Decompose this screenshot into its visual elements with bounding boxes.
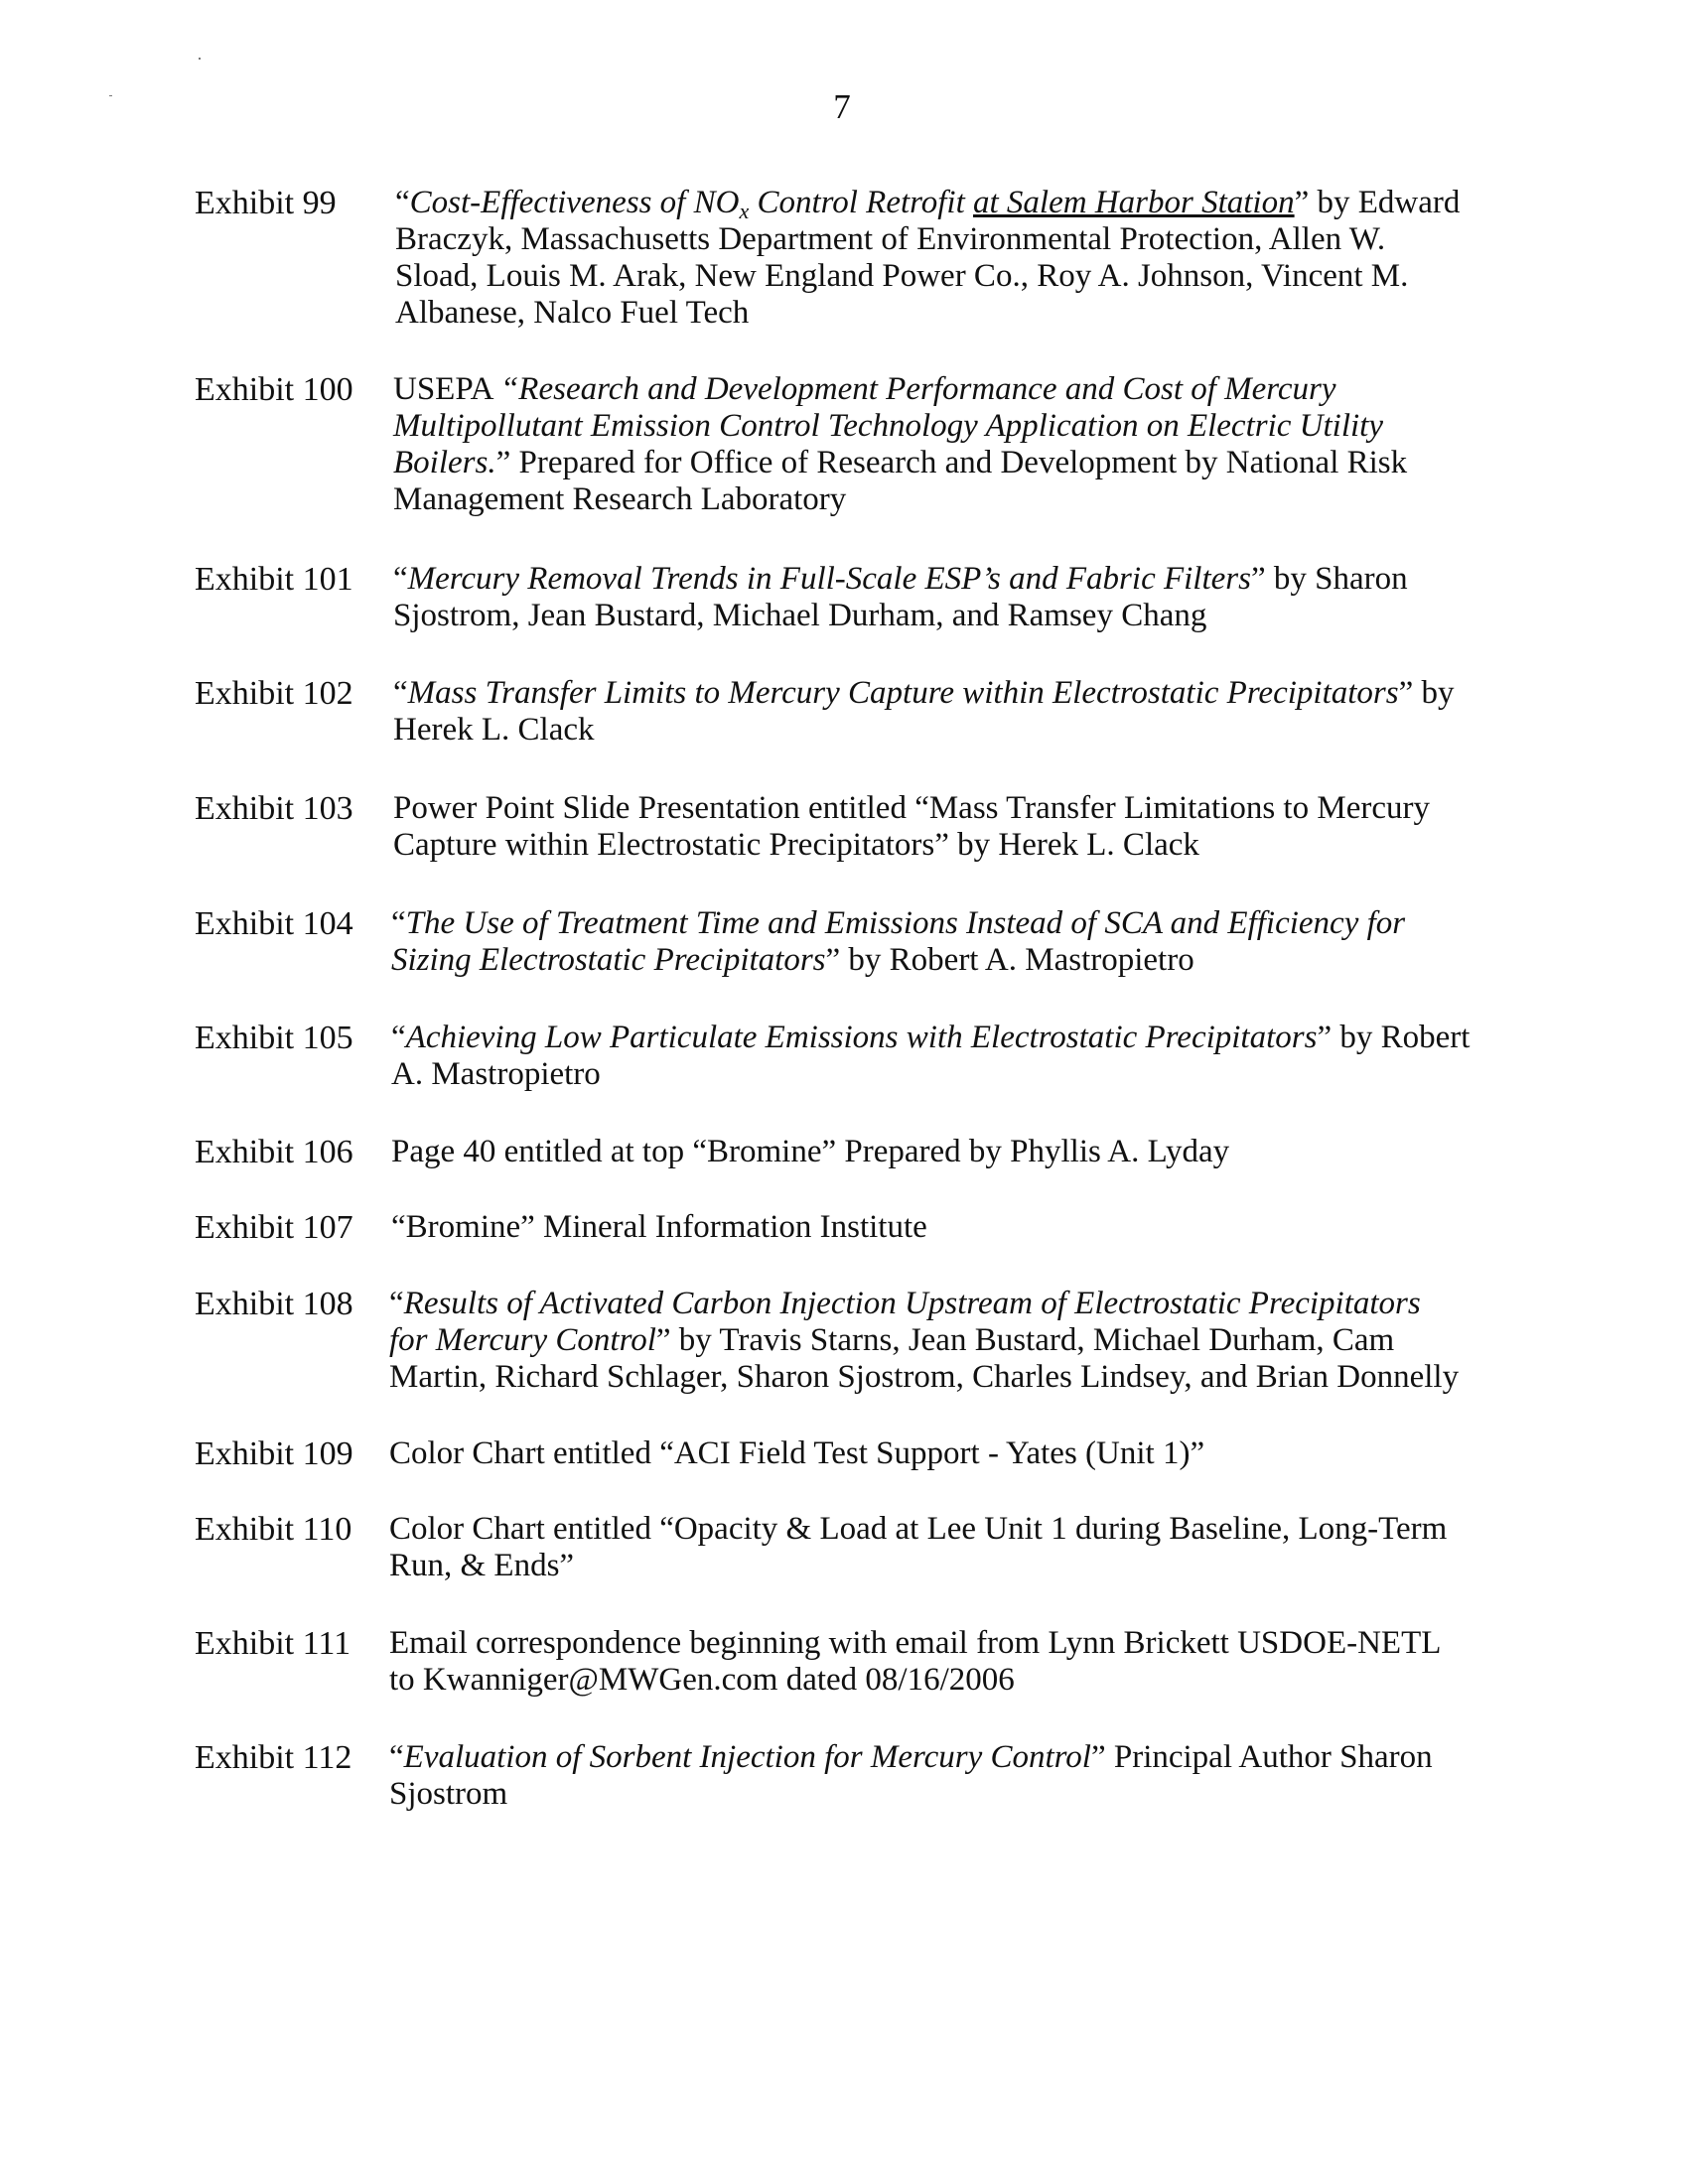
exhibit-label: Exhibit 106 (195, 1134, 353, 1170)
exhibit-label: Exhibit 105 (195, 1020, 353, 1056)
description-line: Power Point Slide Presentation entitled “Mass Transfer Limitations to Mercury (393, 790, 1430, 826)
exhibit-label: Exhibit 104 (195, 905, 353, 942)
exhibit-label: Exhibit 101 (195, 561, 353, 598)
exhibit-label: Exhibit 107 (195, 1209, 353, 1246)
description-line: “Mass Transfer Limits to Mercury Capture within Electrostatic Precipitators” by (393, 675, 1455, 711)
exhibit-label: Exhibit 110 (195, 1511, 352, 1548)
description-line: Run, & Ends” (389, 1548, 575, 1583)
description-line: “Results of Activated Carbon Injection Upstream of Electrostatic Precipitators (389, 1286, 1421, 1321)
exhibit-description (393, 790, 1495, 864)
exhibit-description (393, 561, 1495, 634)
description-line: Management Research Laboratory (393, 481, 847, 517)
exhibit-label: Exhibit 103 (195, 790, 353, 827)
description-line: “Cost-Effectiveness of $NO_x$ Control Retrofit at Salem Harbor Station” by Edward (395, 185, 1461, 223)
exhibit-label: Exhibit 112 (195, 1739, 352, 1776)
description-line: “The Use of Treatment Time and Emissions Instead of SCA and Efficiency for (391, 905, 1406, 941)
description-line: Boilers.” Prepared for Office of Research and Development by National Risk (393, 445, 1408, 480)
description-line: Herek L. Clack (393, 712, 595, 748)
exhibit-description (389, 1625, 1491, 1699)
description-line: Martin, Richard Schlager, Sharon Sjostrom, Charles Lindsey, and Brian Donnelly (389, 1359, 1460, 1395)
exhibit-description (391, 1134, 1493, 1170)
description-line: A. Mastropietro (391, 1056, 601, 1092)
description-line: Braczyk, Massachusetts Department of Environmental Protection, Allen W. (395, 221, 1386, 257)
exhibit-description (391, 1020, 1493, 1093)
exhibit-label: Exhibit 108 (195, 1286, 353, 1322)
exhibit-description (389, 1739, 1491, 1813)
exhibit-description (393, 675, 1495, 749)
exhibit-label: Exhibit 102 (195, 675, 353, 712)
description-line: Color Chart entitled “Opacity & Load at Lee Unit 1 during Baseline, Long-Term (389, 1511, 1448, 1547)
page-number: 7 (833, 87, 851, 126)
scan-speck (199, 58, 201, 60)
exhibit-description (389, 1435, 1491, 1472)
exhibit-description (389, 1511, 1491, 1584)
description-line: “Mercury Removal Trends in Full-Scale ESP’s and Fabric Filters” by Sharon (393, 561, 1408, 597)
description-line: for Mercury Control” by Travis Starns, Jean Bustard, Michael Durham, Cam (389, 1322, 1395, 1358)
description-line: Color Chart entitled “ACI Field Test Support - Yates (Unit 1)” (389, 1435, 1205, 1471)
description-line: Albanese, Nalco Fuel Tech (395, 295, 750, 331)
exhibit-description (389, 1286, 1491, 1396)
exhibit-label: Exhibit 109 (195, 1435, 353, 1472)
exhibit-label: Exhibit 100 (195, 371, 353, 408)
exhibit-description (395, 185, 1497, 332)
description-line: “Achieving Low Particulate Emissions with Electrostatic Precipitators” by Robert (391, 1020, 1471, 1055)
description-line: “Bromine” Mineral Information Institute (391, 1209, 927, 1245)
description-line: Sjostrom (389, 1776, 508, 1812)
description-line: Capture within Electrostatic Precipitators” by Herek L. Clack (393, 827, 1199, 863)
exhibit-description (391, 905, 1493, 979)
description-line: Sjostrom, Jean Bustard, Michael Durham, and Ramsey Chang (393, 598, 1207, 633)
description-line: Multipollutant Emission Control Technology Application on Electric Utility (393, 408, 1383, 444)
exhibit-label: Exhibit 111 (195, 1625, 351, 1662)
exhibit-label: Exhibit 99 (195, 185, 337, 221)
description-line: Email correspondence beginning with email from Lynn Brickett USDOE-NETL (389, 1625, 1442, 1661)
description-line: USEPA “Research and Development Performance and Cost of Mercury (393, 371, 1336, 407)
description-line: Sload, Louis M. Arak, New England Power Co., Roy A. Johnson, Vincent M. (395, 258, 1409, 294)
description-line: Page 40 entitled at top “Bromine” Prepared by Phyllis A. Lyday (391, 1134, 1230, 1169)
description-line: Sizing Electrostatic Precipitators” by Robert A. Mastropietro (391, 942, 1194, 978)
exhibit-description (393, 371, 1495, 518)
exhibit-description (391, 1209, 1493, 1246)
description-line: “Evaluation of Sorbent Injection for Mercury Control” Principal Author Sharon (389, 1739, 1433, 1775)
description-line: to Kwanniger@MWGen.com dated 08/16/2006 (389, 1662, 1015, 1698)
